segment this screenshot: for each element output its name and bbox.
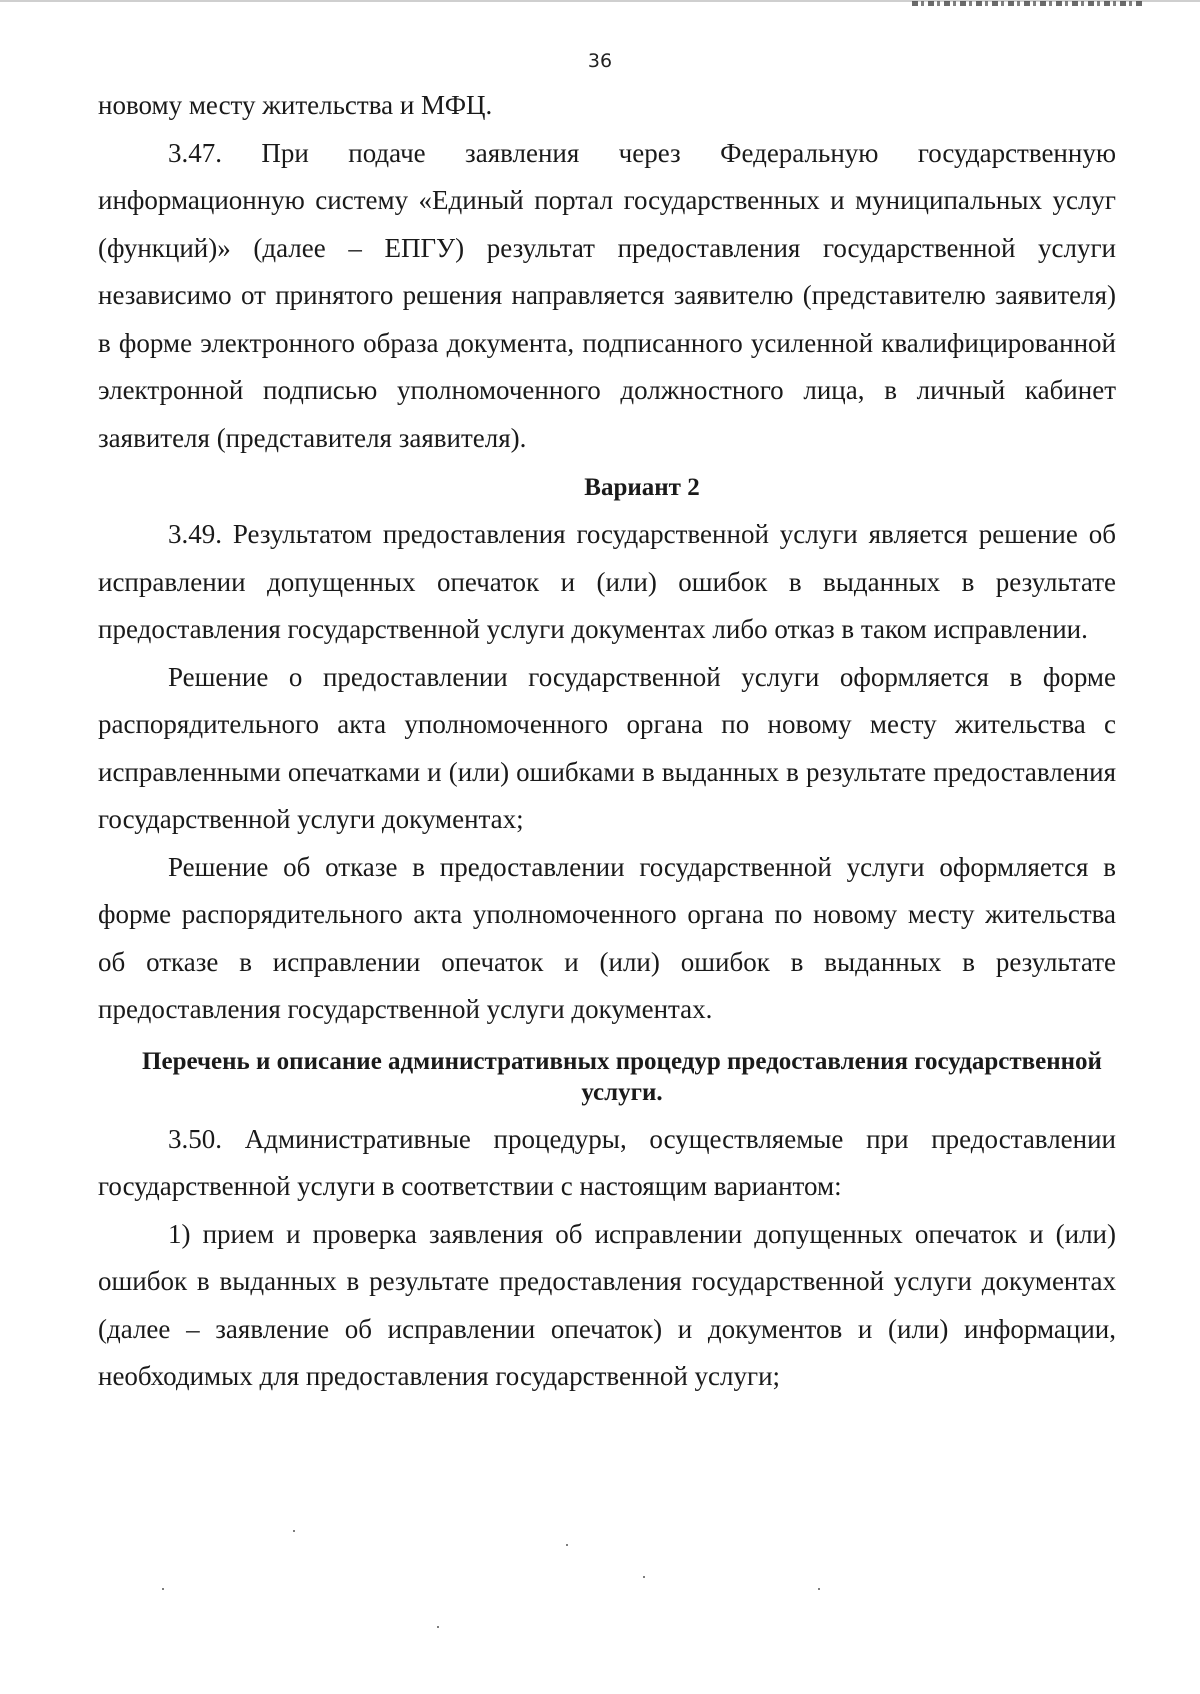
heading-variant-2: Вариант 2 — [584, 474, 700, 501]
paragraph-continuation: новому месту жительства и МФЦ. — [98, 90, 493, 120]
paragraph-item-1: 1) прием и проверка заявления об исправлении допущенных опечаток и (или) ошибок в выданных в результате предоставления государственной услуги документах (далее – заявление об исправлении опечаток) и документов и (или) информации, необходимых для предоставления государственной услуги; — [98, 1218, 1116, 1391]
scan-speck — [566, 1544, 568, 1546]
scan-speck — [643, 1576, 645, 1578]
scan-speck — [818, 1588, 820, 1590]
heading-procedures: Перечень и описание административных процедур предоставления государственной услуги. — [142, 1047, 1102, 1106]
paragraph-decision-grant: Решение о предоставлении государственной услуги оформляется в форме распорядительного акта уполномоченного органа по новому месту жительства с исправленными опечатками и (или) ошибками в выданных в результате предоставления государственной услуги документах; — [98, 661, 1116, 834]
scan-speck — [162, 1588, 164, 1590]
document-body — [98, 82, 1116, 1401]
paragraph-3-50: 3.50. Административные процедуры, осуществляемые при предоставлении государственной услуги в соответствии с настоящим вариантом: — [98, 1123, 1116, 1201]
paragraph-3-49: 3.49. Результатом предоставления государственной услуги является решение об исправлении допущенных опечаток и (или) ошибок в выданных в результате предоставления государственной услуги документах либо отказ в таком исправлении. — [98, 519, 1116, 644]
paragraph-decision-refusal: Решение об отказе в предоставлении государственной услуги оформляется в форме распорядительного акта уполномоченного органа по новому месту жительства об отказе в исправлении опечаток и (или) ошибок в выданных в результате предоставления государственной услуги документах. — [98, 851, 1116, 1024]
page-number: 36 — [587, 50, 613, 72]
scan-speck — [437, 1626, 439, 1628]
paragraph-3-47: 3.47. При подаче заявления через Федеральную государственную информационную систему «Единый портал государственных и муниципальных услуг (функций)» (далее – ЕПГУ) результат предоставления государственной услуги независимо от принятого решения направляется заявителю (представителю заявителя) в форме электронного образа документа, подписанного усиленной квалифицированной электронной подписью уполномоченного должностного лица, в личный кабинет заявителя (представителя заявителя). — [98, 137, 1116, 453]
scan-edge-mark — [912, 1, 1142, 6]
scan-speck — [293, 1530, 295, 1532]
